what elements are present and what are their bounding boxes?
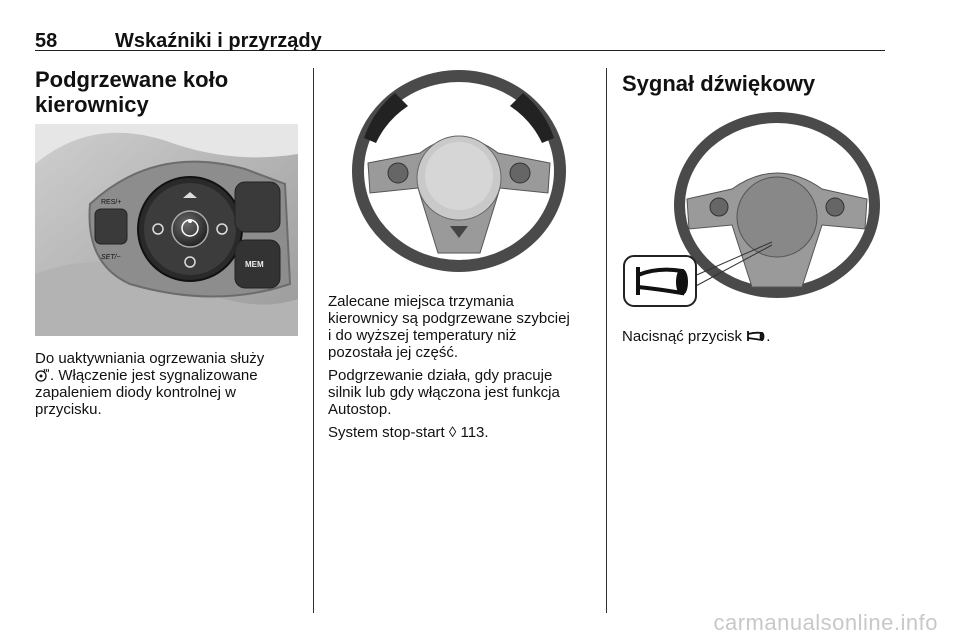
page-reference-link[interactable]: 113.: [460, 424, 489, 441]
set-label: SET/−: [101, 254, 121, 261]
text-line: . Włączenie jest sygnalizowane: [35, 367, 305, 384]
column-divider-2: [606, 68, 607, 613]
col1-text: [35, 350, 305, 418]
col3-text: Nacisnąć przycisk .: [622, 328, 771, 345]
page-header: [35, 28, 885, 51]
cross-reference-text: System stop-start: [328, 424, 445, 441]
steering-wheel-grip-image: [350, 68, 568, 278]
heated-steering-wheel-icon: [35, 368, 50, 382]
steering-controls-image: [35, 124, 298, 336]
page-number: 58: [35, 30, 58, 52]
section-title-heated-wheel: [35, 67, 228, 117]
watermark: carmanualsonline.info: [713, 610, 938, 635]
paragraph: Zalecane miejsca trzymania kierownicy są podgrzewane szybciej i do wyższej temperatury niż pozostała jej część.: [328, 293, 570, 361]
text-line: Do uaktywniania ogrzewania służy: [35, 350, 265, 367]
horn-instruction: Nacisnąć przycisk: [622, 328, 743, 345]
horn-icon: [746, 330, 766, 342]
text-line: zapaleniem diody kontrolnej w: [35, 384, 236, 401]
title-line: Podgrzewane koło: [35, 67, 229, 92]
title-line: kierownicy: [35, 92, 149, 117]
paragraph: Podgrzewanie działa, gdy pracuje silnik lub gdy włączona jest funkcja Autostop.: [328, 367, 560, 418]
text-line: przycisku.: [35, 401, 102, 418]
arrow-reference-icon: ◊: [448, 424, 457, 441]
horn-steering-wheel-image: [622, 107, 884, 309]
mem-label: MEM: [245, 260, 264, 269]
res-label: RES/+: [101, 199, 122, 206]
col2-text: [328, 293, 598, 447]
section-title-horn: Sygnał dźwiękowy: [622, 71, 816, 96]
chapter-title: Wskaźniki i przyrządy: [115, 30, 322, 52]
paragraph: [328, 424, 598, 441]
column-divider-1: [313, 68, 314, 613]
